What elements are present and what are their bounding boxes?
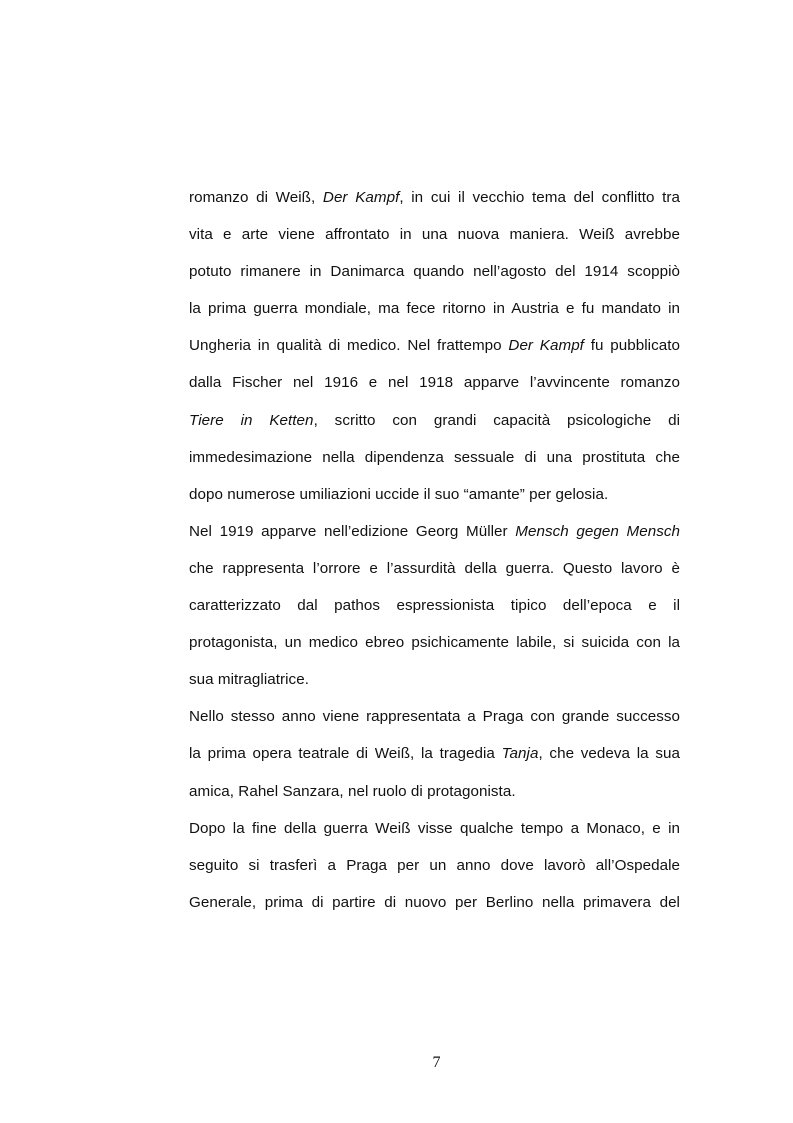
text-run: seguito si trasferì a Praga per un anno dove lavorò all’Ospedale	[189, 856, 680, 874]
text-line	[189, 518, 680, 555]
text-line	[189, 184, 680, 221]
text-run: la prima guerra mondiale, ma fece ritorno in Austria e fu mandato in	[189, 300, 680, 318]
text-run: Dopo la fine della guerra Weiß visse qualche tempo a Monaco, e in	[189, 819, 680, 837]
book-title: Der Kampf	[508, 337, 584, 355]
text-run: potuto rimanere in Danimarca quando nell’agosto del 1914 scoppiò	[189, 263, 680, 281]
text-line	[189, 666, 680, 703]
text-run: amica, Rahel Sanzara, nel ruolo di protagonista.	[189, 782, 516, 800]
text-run: dalla Fischer nel 1916 e nel 1918 apparve l’avvincente romanzo	[189, 374, 680, 392]
text-line	[189, 815, 680, 852]
text-run: Generale, prima di partire di nuovo per Berlino nella primavera del	[189, 893, 680, 911]
text-run: , che vedeva la sua	[538, 745, 680, 763]
text-run: che rappresenta l’orrore e l’assurdità della guerra. Questo lavoro è	[189, 559, 680, 577]
text-run: Nel 1919 apparve nell’edizione Georg Müller	[189, 522, 516, 540]
document-body	[189, 184, 680, 926]
text-line	[189, 629, 680, 666]
text-line	[189, 592, 680, 629]
book-title: Tiere in Ketten	[189, 411, 314, 429]
text-line	[189, 852, 680, 889]
text-run: protagonista, un medico ebreo psichicamente labile, si suicida con la	[189, 634, 680, 652]
text-line	[189, 258, 680, 295]
text-line	[189, 369, 680, 406]
play-title: Tanja	[501, 745, 539, 763]
page-number: 7	[432, 1054, 441, 1071]
text-line	[189, 740, 680, 777]
text-line	[189, 221, 680, 258]
text-line	[189, 889, 680, 926]
text-line	[189, 444, 680, 481]
book-title: Der Kampf	[322, 189, 400, 206]
text-run: , scritto con grandi capacità psicologiche di	[313, 411, 681, 429]
text-line	[189, 295, 680, 332]
text-line	[189, 332, 680, 369]
book-title: Mensch gegen Mensch	[515, 522, 680, 540]
text-run: dopo numerose umiliazioni uccide il suo “amante” per gelosia.	[189, 485, 609, 503]
text-run: Nello stesso anno viene rappresentata a Praga con grande successo	[189, 708, 680, 726]
text-run: vita e arte viene affrontato in una nuova maniera. Weiß avrebbe	[189, 226, 680, 244]
text-run: sua mitragliatrice.	[189, 671, 309, 689]
text-run: caratterizzato dal pathos espressionista tipico dell’epoca e il	[189, 597, 680, 615]
text-run: immedesimazione nella dipendenza sessuale di una prostituta che	[189, 448, 680, 466]
text-line	[189, 481, 680, 518]
text-run: Ungheria in qualità di medico. Nel frattempo	[189, 337, 509, 355]
text-line	[189, 778, 680, 815]
text-line	[189, 703, 680, 740]
text-run: romanzo di Weiß,	[189, 189, 323, 206]
text-run: fu pubblicato	[583, 337, 681, 355]
text-run: la prima opera teatrale di Weiß, la tragedia	[189, 745, 502, 763]
text-run: , in cui il vecchio tema del conflitto tra	[399, 189, 680, 206]
text-line	[189, 555, 680, 592]
text-line	[189, 407, 680, 444]
